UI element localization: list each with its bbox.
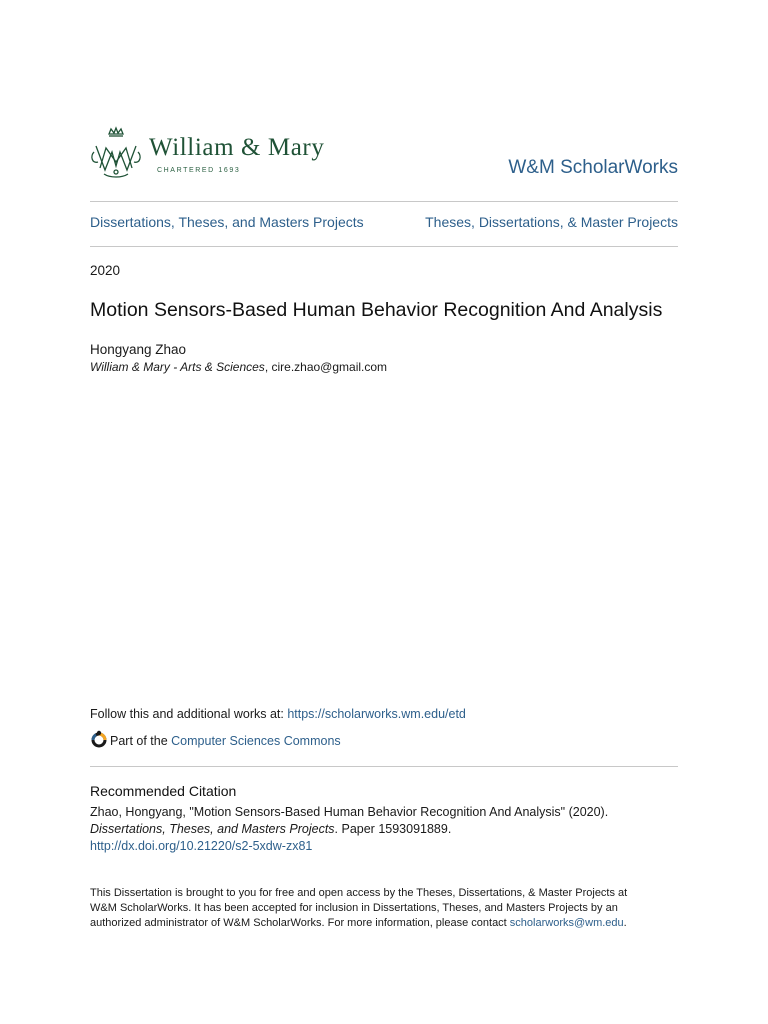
scholarworks-link[interactable]: W&M ScholarWorks: [508, 157, 678, 178]
citation-line: Zhao, Hongyang, "Motion Sensors-Based Human Behavior Recognition And Analysis" (2020).: [90, 805, 609, 819]
notice-end: .: [623, 917, 627, 929]
network-commons-icon: [90, 730, 108, 748]
logo-tagline: CHARTERED 1693: [157, 167, 241, 174]
affiliation-text: William & Mary - Arts & Sciences: [90, 360, 265, 374]
notice-line: [90, 916, 680, 931]
part-of-prefix: Part of the: [110, 734, 172, 748]
citation-block: [90, 804, 690, 855]
cover-page: [90, 0, 678, 1024]
series-link-right[interactable]: Theses, Dissertations, & Master Projects: [425, 214, 678, 230]
logo-wordmark: William & Mary: [149, 134, 325, 161]
divider-citation: [90, 766, 678, 767]
recommended-citation-heading: Recommended Citation: [90, 783, 237, 799]
notice-line: This Dissertation is brought to you for free and open access by the Theses, Dissertations, & Master Projects at: [90, 887, 628, 899]
follow-text: Follow this and additional works at:: [90, 707, 288, 721]
part-of-text: [110, 734, 341, 748]
divider-top: [90, 201, 678, 202]
doi-link[interactable]: http://dx.doi.org/10.21220/s2-5xdw-zx81: [90, 839, 313, 853]
citation-series: Dissertations, Theses, and Masters Projects: [90, 822, 335, 836]
notice-line-text: authorized administrator of W&M ScholarWorks. For more information, please contact: [90, 917, 510, 929]
computer-sciences-commons-link[interactable]: Computer Sciences Commons: [171, 734, 341, 748]
series-link-left[interactable]: Dissertations, Theses, and Masters Projects: [90, 214, 364, 230]
contact-email-link[interactable]: scholarworks@wm.edu: [509, 917, 624, 929]
author-name: Hongyang Zhao: [90, 342, 187, 357]
william-and-mary-logo[interactable]: [90, 126, 370, 182]
follow-line: [90, 707, 466, 721]
citation-series-line: [90, 821, 690, 838]
access-notice: [90, 886, 680, 931]
royal-cypher-crest-icon: [90, 126, 142, 182]
author-affiliation: [90, 360, 387, 374]
notice-line: W&M ScholarWorks. It has been accepted for inclusion in Dissertations, Theses, and Masters Projects by an: [90, 902, 618, 914]
document-title: Motion Sensors-Based Human Behavior Recognition And Analysis: [90, 299, 663, 321]
etd-link[interactable]: https://scholarworks.wm.edu/etd: [287, 707, 466, 721]
divider-series: [90, 246, 678, 247]
header: [90, 126, 678, 184]
author-email: , cire.zhao@gmail.com: [264, 360, 388, 374]
citation-paper: . Paper 1593091889.: [334, 822, 452, 836]
publication-year: 2020: [90, 263, 121, 278]
